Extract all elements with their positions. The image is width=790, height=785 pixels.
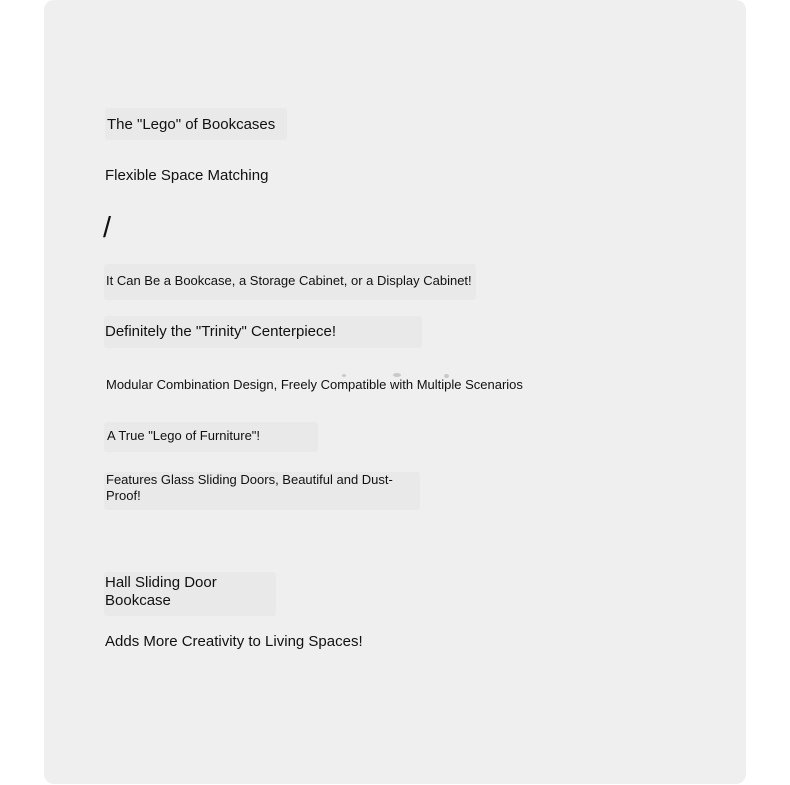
- heading-hall-sliding-door: Hall Sliding Door Bookcase: [105, 574, 217, 609]
- heading-flexible-space: Flexible Space Matching: [105, 167, 269, 184]
- text-glass-doors: Features Glass Sliding Doors, Beautiful and Dust-Proof!: [106, 472, 393, 503]
- text-multi-function: It Can Be a Bookcase, a Storage Cabinet, or a Display Cabinet!: [106, 273, 472, 288]
- content-panel: [44, 0, 746, 784]
- text-lego-of-furniture: A True "Lego of Furniture"!: [107, 428, 261, 443]
- heading-lego-bookcases: The "Lego" of Bookcases: [107, 116, 276, 133]
- text-modular-design: Modular Combination Design, Freely Compatible with Multiple Scenarios: [106, 377, 523, 392]
- text-creativity: Adds More Creativity to Living Spaces!: [105, 633, 363, 650]
- text-trinity: Definitely the "Trinity" Centerpiece!: [105, 323, 337, 340]
- slash-divider: /: [103, 212, 112, 244]
